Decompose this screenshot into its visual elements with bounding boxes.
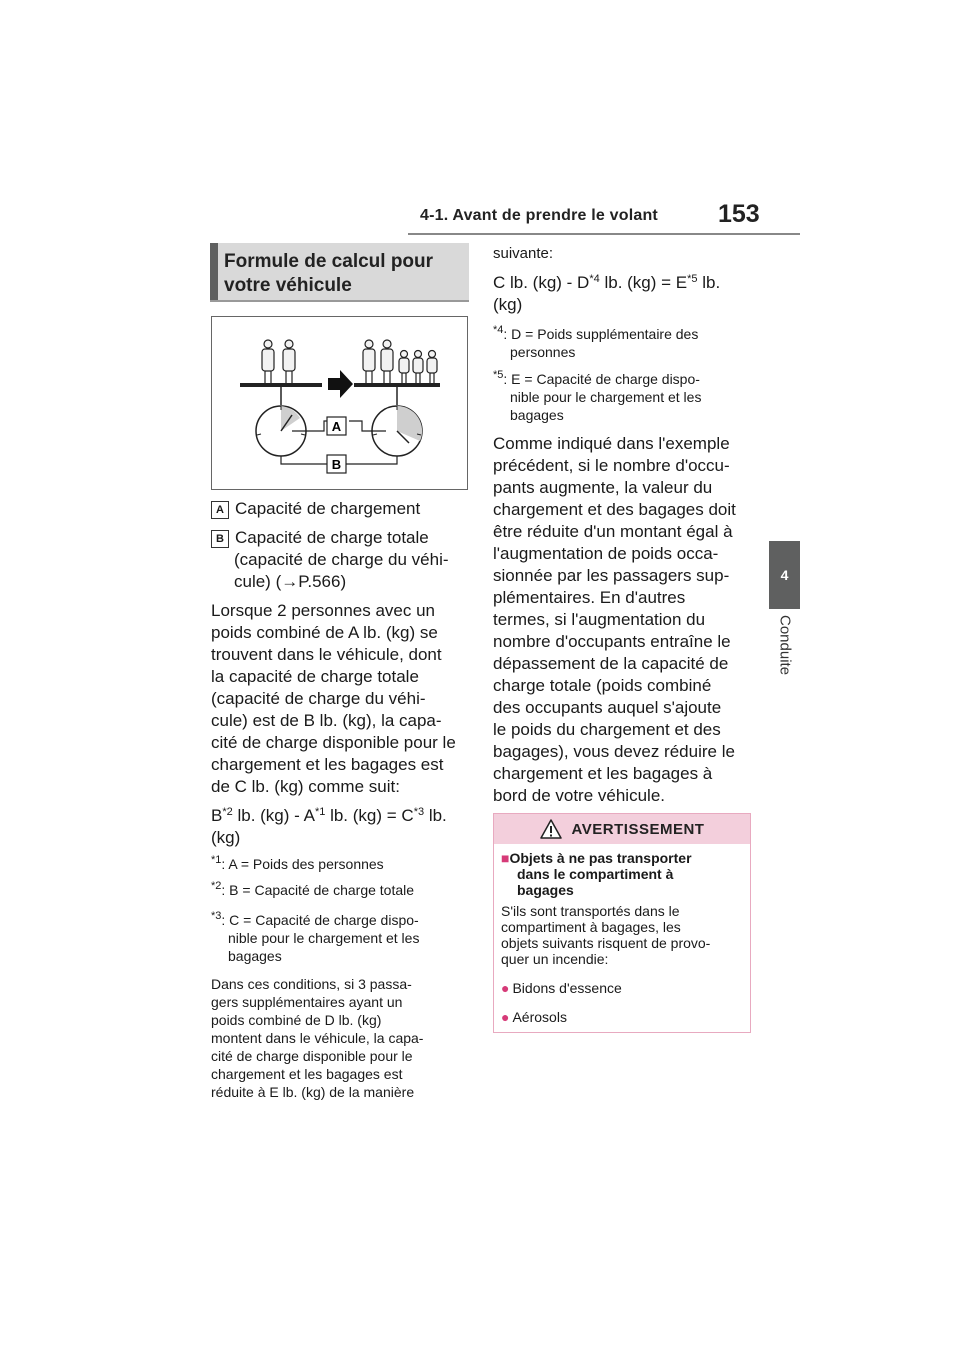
footnote-2: $^{*2}$: B = Capacité de charge totale bbox=[211, 880, 415, 898]
legend-b-key: B bbox=[211, 530, 229, 548]
formula-left: $B^{*2}$ lb. $(kg) - A^{*1}$ lb. $(kg) = C^{*3}$ lb. (kg) bbox=[211, 806, 447, 847]
label-b: B bbox=[331, 457, 342, 472]
page-number: 153 bbox=[718, 200, 760, 228]
paragraph-capacity-example: Lorsque 2 personnes avec un poids combiné de A lb. (kg) se trouvent dans le véhicule, dont la capacité de charge totale (capacité de charge du véhi- cule) est de B lb. (kg), la capa- cité de charge disponible pour le chargement et les bagages est de C lb. (kg) comme suit: bbox=[211, 601, 456, 796]
legend-a-key: A bbox=[211, 501, 229, 519]
label-a: A bbox=[331, 419, 342, 434]
legend-b: B Capacité de charge totale bbox=[211, 527, 429, 549]
footnote-1: $^{*1}$: A = Poids des personnes bbox=[211, 854, 384, 872]
square-bullet-icon: ■ bbox=[501, 850, 510, 866]
platform-right bbox=[354, 383, 440, 387]
running-header: 4-1. Avant de prendre le volant bbox=[420, 207, 658, 224]
round-bullet-icon: ● bbox=[501, 980, 510, 996]
warning-subhead: ■Objets à ne pas transporter dans le compartiment à bagages bbox=[501, 850, 692, 898]
paragraph-additional-passengers: Dans ces conditions, si 3 passa- gers supplémentaires ayant un poids combiné de D lb. (kg) montent dans le véhicule, la capa- cité de charge disponible pour le chargement et les bagages est réduite à E lb. (kg) de la manière bbox=[211, 976, 424, 1100]
warning-title: AVERTISSEMENT bbox=[571, 820, 705, 838]
round-bullet-icon: ● bbox=[501, 1009, 510, 1025]
person-icon bbox=[413, 351, 423, 384]
header-rule bbox=[408, 233, 800, 235]
capacity-illustration bbox=[212, 317, 467, 489]
person-icon bbox=[363, 340, 375, 383]
footnote-5: $^{*5}$: E = Capacité de charge dispo- nible pour le chargement et les bagages bbox=[493, 369, 702, 423]
warning-bullet-item: ● Aérosols bbox=[501, 1009, 567, 1025]
heading-accent-bar bbox=[210, 243, 218, 300]
person-icon bbox=[262, 340, 274, 383]
section-heading bbox=[210, 243, 469, 302]
continuation-text: suivante: bbox=[493, 245, 554, 262]
warning-header bbox=[494, 814, 750, 844]
chapter-label: Conduite bbox=[776, 615, 794, 676]
arrow-icon bbox=[328, 370, 353, 398]
warning-body: S'ils sont transportés dans le compartiment à bagages, les objets suivants risquent de provo- quer un incendie: bbox=[501, 903, 711, 967]
footnote-3: $^{*3}$: C = Capacité de charge dispo- nible pour le chargement et les bagages bbox=[211, 910, 420, 964]
footnote-4: $^{*4}$: D = Poids supplémentaire des personnes bbox=[493, 324, 699, 360]
legend-b-line2: (capacité de charge du véhi- bbox=[234, 550, 449, 569]
chapter-tab[interactable]: 4 bbox=[769, 541, 800, 609]
warning-icon bbox=[540, 819, 562, 839]
person-icon bbox=[427, 351, 437, 384]
formula-right: C lb. $(kg) - D^{*4}$ lb. $(kg) = E^{*5}$ lb. (kg) bbox=[493, 273, 721, 314]
warning-box bbox=[493, 813, 751, 1033]
person-icon bbox=[399, 351, 409, 384]
load-capacity-figure bbox=[211, 316, 468, 490]
section-heading-text: Formule de calcul pour votre véhicule bbox=[224, 251, 434, 296]
platform-left bbox=[240, 383, 322, 387]
legend-b-line3: cule) (→P.566) bbox=[234, 572, 347, 591]
person-icon bbox=[381, 340, 393, 383]
legend-a: A Capacité de chargement bbox=[211, 498, 420, 520]
person-icon bbox=[283, 340, 295, 383]
paragraph-reduce-load: Comme indiqué dans l'exemple précédent, si le nombre d'occu- pants augmente, la valeur du chargement et des bagages doit être réduite d'un montant égal à l'augmentation de poids occa- sionnée par les passagers sup- plémentaires. En d'autres termes, si l'augmentation du nombre d'occupants entraîne le dépassement de la capacité de charge totale (poids combiné des occupants auquel s'ajoute le poids du chargement et des bagages), vous devez réduire le chargement et les bagages à bord de votre véhicule. bbox=[493, 434, 736, 805]
warning-bullet-item: ● Bidons d'essence bbox=[501, 980, 622, 996]
